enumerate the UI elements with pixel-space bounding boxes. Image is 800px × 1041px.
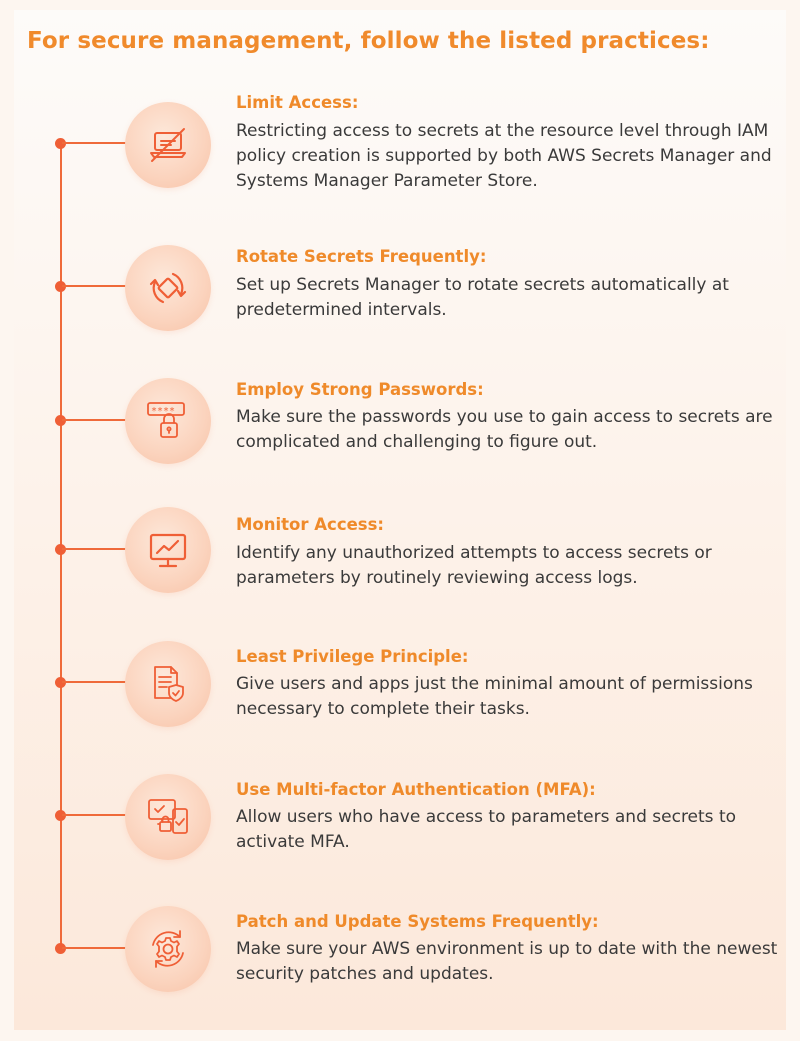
timeline-connector [62,681,128,683]
practice-heading: Rotate Secrets Frequently: [236,247,487,266]
monitor-chart-icon [146,528,190,572]
password-lock-icon [146,399,190,443]
rotate-icon [146,266,190,310]
practice-description: Make sure your AWS environment is up to date with the newest security patches and updates. [236,939,778,984]
icon-circle [125,641,211,727]
practice-item [0,911,800,1031]
practice-heading: Patch and Update Systems Frequently: [236,912,599,931]
practice-item [0,90,800,210]
practice-item [0,245,800,365]
icon-circle [125,507,211,593]
practice-item [0,645,800,765]
document-shield-icon [146,662,190,706]
practice-heading: Least Privilege Principle: [236,647,469,666]
mfa-devices-icon [146,795,190,839]
icon-circle [125,906,211,992]
no-access-laptop-icon [146,123,190,167]
practice-item [0,513,800,633]
practice-description: Allow users who have access to parameters and secrets to activate MFA. [236,807,737,852]
timeline-connector [62,142,128,144]
practice-item [0,778,800,898]
timeline-connector [62,419,128,421]
timeline-connector [62,947,128,949]
practice-description: Give users and apps just the minimal amount of permissions necessary to complete their tasks. [236,674,753,719]
timeline-connector [62,548,128,550]
practice-heading: Monitor Access: [236,515,385,534]
gear-refresh-icon [146,927,190,971]
icon-circle [125,378,211,464]
practice-description: Set up Secrets Manager to rotate secrets automatically at predetermined intervals. [236,275,729,320]
practice-heading: Employ Strong Passwords: [236,380,484,399]
practice-item [0,378,800,498]
timeline-connector [62,814,128,816]
icon-circle [125,102,211,188]
icon-circle [125,245,211,331]
page-title: For secure management, follow the listed practices: [27,28,710,54]
practice-heading: Use Multi-factor Authentication (MFA): [236,780,596,799]
timeline-connector [62,285,128,287]
practice-heading: Limit Access: [236,93,359,112]
practice-description: Identify any unauthorized attempts to access secrets or parameters by routinely reviewing access logs. [236,543,712,588]
svg-text:****: **** [151,406,176,417]
practice-description: Restricting access to secrets at the resource level through IAM policy creation is supported by both AWS Secrets Manager and Systems Manager Parameter Store. [236,121,772,191]
icon-circle [125,774,211,860]
practice-description: Make sure the passwords you use to gain access to secrets are complicated and challenging to figure out. [236,407,773,452]
